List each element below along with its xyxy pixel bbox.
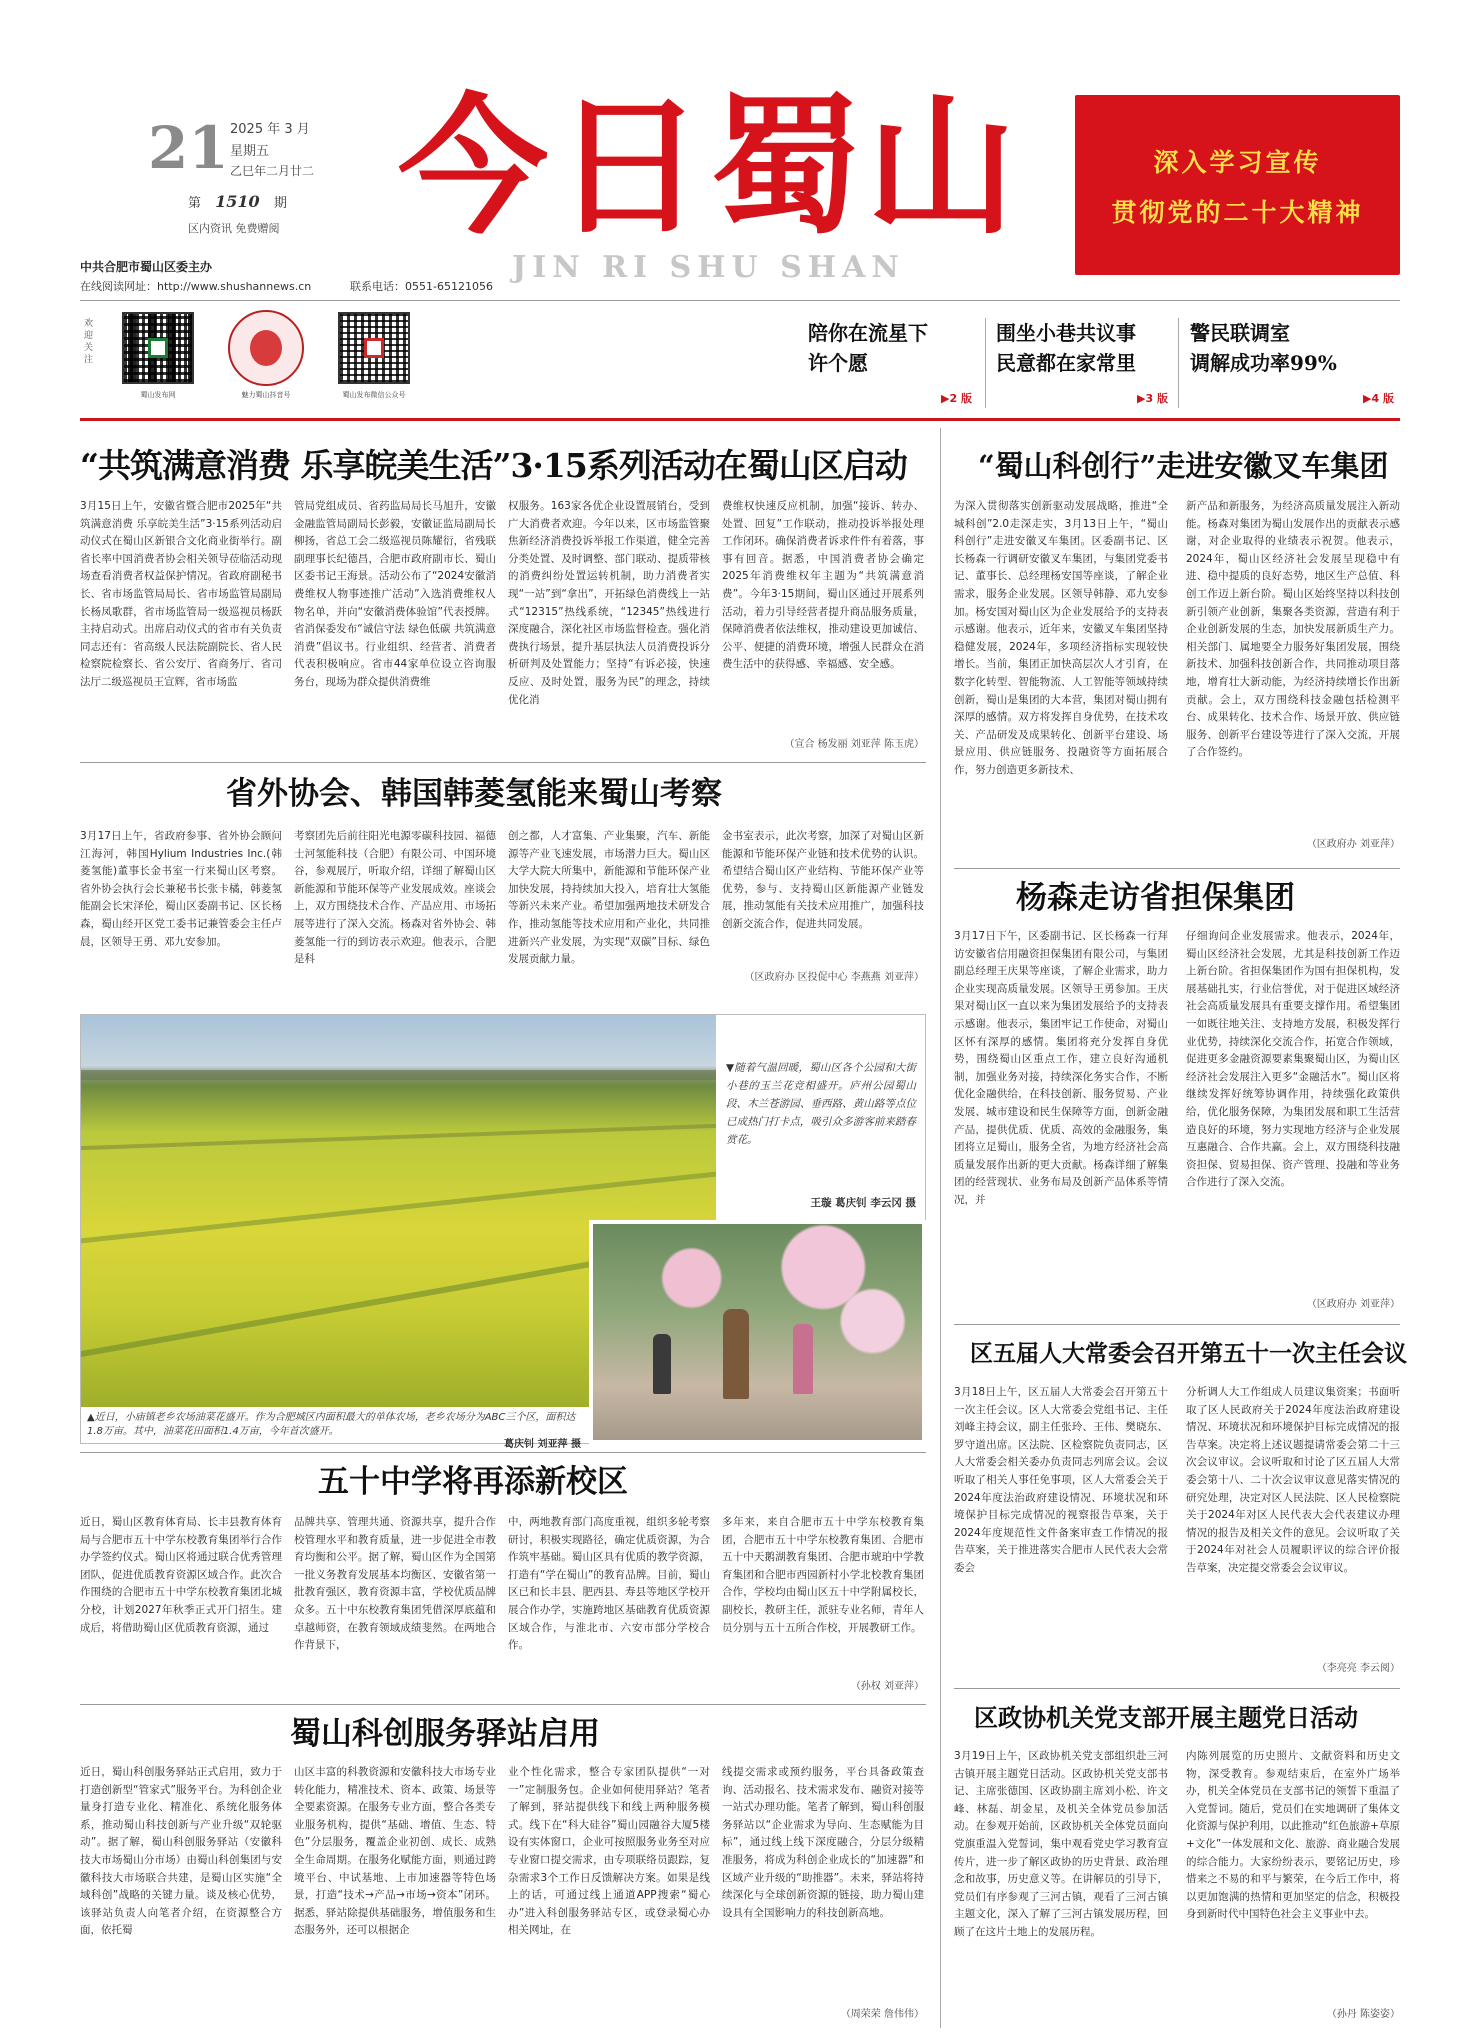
photo-credit-right: 王璇 葛庆钊 李云冈 摄: [810, 1197, 916, 1209]
article-2-col-2: 新产品和新服务，为经济高质量发展注入新动能。杨森对集团为蜀山发展作出的贡献表示感谢，对企业取得的业绩表示祝贺。他表示，2024年，蜀山区经济社会发展呈现稳中有进、稳中提质的良好态势，地区生产总值、科创工作迈上新台阶。蜀山区始终坚持以科技创新引领产业创新，集聚各类资源，营造有利于企业创新发展的生态，加快发展新质生产力。相关部门、属地要全力服务好集团发展，围绕新技术、加强科技创新合作，共同推动项目落地，增育壮大新动能，为经济持续增长作出新贡献。会上，双方围绕科技金融包括检测平台、成果转化、技术合作、场景开放、供应链服务、创新平台建设等进行了深入交流，开展了合作签约。: [1186, 500, 1400, 759]
article-8-body: [954, 1748, 1400, 2026]
photo-caption-bottom: ▲近日，小庙镇老乡农场油菜花盛开。作为合肥城区内面积最大的单体农场，老乡农场分为ABC三个区，面积达1.8万亩。其中，油菜花田面积1.4万亩，今年首次盛开。: [87, 1412, 576, 1437]
teaser-3[interactable]: [1190, 318, 1400, 410]
masthead-divider: [80, 300, 1400, 301]
teaser-1-page: ▶2 版: [941, 392, 972, 405]
article-3-col-1: 3月17日上午，省政府参事、省外协会顾问江海河，韩国Hylium Industries Inc.(韩菱氢能)董事长金书室一行来蜀山区考察。省外协会执行会长兼秘书长张卡橘，韩菱氢能副会长宋泽伦，蜀山区委副书记、区长杨森，蜀山经开区党工委书记兼管委会主任卢晨，区领导王勇、邓九安参加。: [80, 830, 282, 948]
teaser-3-line-1: 警民联调室: [1190, 321, 1290, 345]
teaser-2-page: ▶3 版: [1137, 392, 1168, 405]
article-2-credit: （区政府办 刘亚萍）: [1306, 839, 1400, 850]
article-3-col-3: 创之都，人才富集、产业集聚，汽车、新能源等产业飞速发展，市场潜力巨大。蜀山区大学大院大所集中，新能源和节能环保产业加快发展，持持续加大投入，培育壮大氢能等新兴未来产业。希望加强两地技术研发合作，推动氢能等技术应用和产业化，共同推进新兴产业发展，为实现“双碳”目标、绿色发展贡献力量。: [508, 830, 710, 966]
website-line: 在线阅读网址：http://www.shushannews.cn: [80, 280, 312, 293]
article-1-credit: （宣合 杨发丽 刘亚萍 陈玉虎）: [784, 739, 924, 750]
rule-a4: [954, 1324, 1400, 1325]
phone-line: 联系电话：0551-65121056: [350, 280, 493, 293]
article-3-headline[interactable]: 省外协会、韩国韩菱氢能来蜀山考察: [226, 776, 722, 812]
article-5-credit: （李亮亮 李云阅）: [1316, 1663, 1400, 1674]
tree-line: [81, 1070, 716, 1080]
article-6-headline[interactable]: 五十中学将再添新校区: [318, 1464, 628, 1500]
masthead-pinyin: JIN RI SHU SHAN: [512, 250, 905, 285]
qr-code-icon: [148, 338, 168, 358]
sponsor-line: 中共合肥市蜀山区委主办: [80, 260, 213, 274]
article-7-body: [80, 1764, 926, 2026]
article-4-col-2: 仔细询问企业发展需求。他表示，2024年，蜀山区经济社会发展，尤其是科技创新工作迈上新台阶。省担保集团作为国有担保机构，发展基础扎实，行业信誉优，对于促进区域经济社会高质量发展具有重要支撑作用。希望集团一如既往地关注、支持地方发展，积极发挥行业优势，持续深化交流合作，拓宽合作领域，促进更多金融资源要素集聚蜀山区，为蜀山区经济社会发展注入更多“金融活水”。蜀山区将继续发挥好统筹协调作用，持续强化政策供给，优化服务保障，为集团发展和职工生活营造良好的环境，努力实现地方经济与企业发展互惠融合、合作共赢。会上，双方围绕科技融资担保、贸易担保、资产管理、投融和等业务合作进行了深入交流。: [1186, 930, 1400, 1189]
article-8-credit: （孙丹 陈姿姿）: [1326, 2009, 1400, 2020]
article-6-col-2: 品牌共享、管理共通、资源共享，提升合作校管理水平和教育质量，进一步促进全市教育均衡和公平。据了解，蜀山区作为全国第一批义务教育发展基本均衡区、安徽省第一批教育强区，教育资源丰富，学校优质品牌众多。五十中东校教育集团凭借深厚底蕴和卓越师资，在教育领域成绩斐然。在两地合作背景下，: [294, 1516, 496, 1652]
teaser-1-line-1: 陪你在流星下: [808, 321, 928, 345]
qr-code-icon: [364, 338, 384, 358]
teaser-divider-1: [985, 318, 986, 408]
person-figure: [653, 1334, 671, 1394]
article-6-col-1: 近日，蜀山区教育体育局、长丰县教育体育局与合肥市五十中学东校教育集团举行合作办学签约仪式。蜀山区将通过联合优秀管理团队，促进优质教育资源区域合作。此次合作围绕的合肥市五十中学东校教育集团北城分校，计划2027年秋季正式开门招生。建成后，将借助蜀山区优质教育资源，通过: [80, 1516, 282, 1634]
article-5-headline[interactable]: 区五届人大常委会召开第五十一次主任会议: [970, 1340, 1407, 1367]
teaser-2-line-2: 民意都在家常里: [996, 351, 1136, 375]
article-6-col-4: 多年来，来自合肥市五十中学东校教育集团，合肥市五十中学东校教育集团、合肥市五十中天鹅湖教育集团、合肥市琥珀中学教育集团和合肥市西园新村小学北校教育集团合作，学校均由蜀山区五十中学附属校长，副校长，教研主任，派驻专业名师，青年人员分别与五十五所合作校，开展教研工作。: [722, 1516, 924, 1634]
article-1-body: [80, 498, 926, 754]
rule-a7: [80, 1704, 926, 1705]
person-figure: [793, 1324, 813, 1394]
issue-line: [188, 192, 287, 211]
article-3-col-4: 金书室表示，此次考察，加深了对蜀山区新能源和节能环保产业链和技术优势的认识。希望结合蜀山区产业结构、节能环保产业等优势，参与、支持蜀山区新能源产业链发展，推动氢能有关技术应用推广，加强科技创新交流合作，促进共同发展。: [722, 830, 924, 930]
rule-a2: [954, 868, 1400, 869]
date-lunar: 乙巳年二月廿二: [230, 164, 315, 178]
article-7-col-2: 山区丰富的科教资源和安徽科技大市场专业转化能力，精准技术、资本、政策、场景等全要素资源。在服务专业方面，整合各类专业服务机构，提供“基础、增值、生态、特色”分层服务，覆盖企业初创、成长、成熟全生命周期。在服务化赋能方面，则通过跨境平台、中试基地、上市加速器等特色场景，打造“技术→产品→市场→资本”闭环。据悉，驿站除提供基础服务，增值服务和生态服务外，还可以根据企: [294, 1766, 496, 1937]
masthead: [0, 0, 1475, 440]
date-year-month: 2025 年 3 月: [230, 122, 310, 137]
article-8-col-2: 内陈列展览的历史照片、文献资料和历史文物，深受教育。参观结束后，在室外广场举办，机关全体党员在支部书记的领誓下重温了入党誓词。随后，党员们在实地调研了集体文化资源与保护利用，以此推动“红色旅游+草原+文化”一体发展和文化、旅游、商业融合发展的综合能力。大家纷纷表示，要铭记历史，珍惜来之不易的和平与繁荣，在今后工作中，将以更加饱满的热情和更加坚定的信念，积极投身到新时代中国特色社会主义事业中去。: [1186, 1750, 1400, 1921]
article-3-credit: （区政府办 区投促中心 李燕燕 刘亚萍）: [744, 972, 924, 983]
photo-credit-bottom: 葛庆钊 刘亚萍 摄: [504, 1439, 581, 1450]
article-1-col-3: 权服务。163家各优企业设置展销台，受到广大消费者欢迎。今年以来，区市场监管聚焦新经济消费投诉举报工作渠道，健全完善分类处置、及时调整、部门联动、提质带核的消费纠纷处置运转机制，助力消费者实现“一站”到“拿出”，开拓绿色消费线上一站式“12315”热线系统，“12345”热线进行深度融合，深化社区市场监督检查。强化消费执行场景，提升基层执法人员消费投诉分析研判及处置能力；坚持“有诉必接，快速反应、及时处置，服务为民”的理念，持续优化消: [508, 500, 710, 706]
article-5-col-2: 分析调人大工作组成人员建议集资案；书面听取了区人民政府关于2024年度法治政府建设情况、环境状况和环境保护目标完成情况的报告草案。决定将上述议题提请常委会第二十三次会议审议。会议听取和讨论了区五届人大常委会第十八、二十次会议审议意见落实情况的研究处理，决定对区人民法院、区人民检察院关于2024年对区人民代表大会代表建议办理情况的报告及相关文件的意见。会议听取了关于2024年对社会人员履职评议的综合评价报告草案，决定提交常委会会议审议。: [1186, 1386, 1400, 1574]
article-6-credit: （孙权 刘亚萍）: [850, 1681, 924, 1692]
article-1-col-1: 3月15日上午，安徽省暨合肥市2025年“共筑满意消费 乐享皖美生活”3·15系列活动启动仪式在蜀山区新银合文化商业街举行。副省长率中国消费者协会相关领导莅临活动现场查看消费者权益保护情况。省政府副秘书长、省市场监管局局长、省市场监管局副局长杨凤歌群，省市场监管局一级巡视员杨跃主持启动式。出席启动仪式的省市有关负责同志还有：省高级人民法院副院长、省人民检察院检察长、省公安厅、省商务厅、省司法厅二级巡视员王宣辉，省市场监: [80, 500, 282, 688]
article-1-col-4: 费维权快速反应机制，加强“接诉、转办、处置、回复”工作联动，推动投诉举报处理工作闭环。确保消费者诉求件件有着落，事事有回音。据悉，中国消费者协会确定2025年消费维权年主题为“共筑满意消费”。今年3·15期间，蜀山区通过开展系列活动，着力引导经营者提升商品服务质量，保障消费者依法维权，推动建设更加诚信、公平、便捷的消费环境，增强人民群众在消费生活中的获得感、幸福感、安全感。: [722, 500, 924, 671]
article-8-headline[interactable]: 区政协机关党支部开展主题党日活动: [974, 1703, 1358, 1732]
qr-caption-wechat: 蜀山发布微信公众号: [342, 391, 406, 399]
article-7-col-4: 线提交需求或预约服务，平台具备政策查询、活动报名、技术需求发布、融资对接等一站式办理功能。笔者了解到，蜀山科创服务驿站以“企业需求为导向、生态赋能为目标”，通过线上线下深度融合，分层分级精准服务，将成为科创企业成长的“加速器”和区域产业升级的“助推器”。未来，驿站将持续深化与全球创新资源的链接，助力蜀山建设具有全国影响力的科技创新高地。: [722, 1766, 924, 1919]
person-figure: [723, 1309, 749, 1399]
article-5-body: [954, 1384, 1400, 1682]
article-4-headline[interactable]: 杨森走访省担保集团: [1016, 880, 1295, 916]
issue-suffix: 期: [273, 196, 287, 211]
photo-feature: [80, 1014, 926, 1450]
douyin-logo-icon[interactable]: [228, 310, 304, 386]
teaser-divider-2: [1178, 318, 1179, 408]
masthead-title: 今日蜀山: [398, 79, 1023, 255]
date-weekday: 星期五: [230, 144, 270, 159]
magnolia-park-photo[interactable]: [589, 1220, 926, 1444]
article-3-col-2: 考察团先后前往阳光电源零碳科技园、福德士河氢能科技（合肥）有限公司、中国环境谷，参观展厅，听取介绍，详细了解蜀山区新能源和节能环保等产业发展成效。座谈会上，双方围绕技术合作、产品应用、市场拓展等进行了深入交流。杨森对省外协会、韩菱氢能一行的到访表示欢迎。他表示，合肥是科: [294, 830, 496, 966]
slogan-line-1: 深入学习宣传: [1153, 148, 1322, 177]
teaser-2[interactable]: [996, 318, 1174, 410]
article-7-col-1: 近日，蜀山科创服务驿站正式启用，致力于打造创新型“管家式”服务平台。为科创企业量身打造专业化、精准化、系统化服务体系，推动蜀山科技创新与产业升级“双轮驱动”。据了解，蜀山科创服务驿站（安徽科技大市场蜀山分市场）由蜀山科创集团与安徽科技大市场联合共建，是蜀山区实施“全域科创”战略的关键力量。谈及核心优势，该驿站负责人向笔者介绍，在资源整合方面，依托蜀: [80, 1766, 282, 1937]
qr-caption-website: 蜀山发布网: [140, 391, 176, 399]
qr-code-wechat[interactable]: [338, 312, 410, 384]
article-2-headline[interactable]: “蜀山科创行”走进安徽叉车集团: [978, 449, 1389, 483]
article-3-body: [80, 828, 926, 1006]
teaser-2-line-1: 围坐小巷共议事: [996, 321, 1136, 345]
teaser-3-page: ▶4 版: [1363, 392, 1394, 405]
distribution-note: 区内资讯 免费赠阅: [188, 222, 280, 235]
teaser-1-line-2: 许个愿: [808, 351, 868, 375]
seal-icon: [250, 330, 282, 366]
qr-code-website[interactable]: [122, 312, 194, 384]
article-1-col-2: 管局党组成员、省药监局局长马旭升，安徽金融监管局副局长彭毅，安徽证监局副局长柳扬，省总工会二级巡视员陈耀衍，省残联副理事长纪德昌，合肥市政府副市长、蜀山区委书记王海景。活动公布了“2024安徽消费维权人物事迹推广活动”入选消费维权人物名单，并向“安徽消费体验馆”代表授牌。省消保委发布“诚信守法 绿色低碳 共筑满意消费”倡议书。行业组织、经营者、消费者代表积极响应。省市44家单位设立咨询服务台，现场为群众提供消费维: [294, 500, 496, 688]
issue-number: 1510: [215, 192, 260, 211]
issue-prefix: 第: [188, 196, 202, 211]
slogan-box: [1075, 95, 1400, 275]
follow-label: 欢迎关注: [84, 319, 94, 365]
article-7-headline[interactable]: 蜀山科创服务驿站启用: [290, 1716, 600, 1752]
article-1-headline[interactable]: “共筑满意消费 乐享皖美生活”3·15系列活动在蜀山区启动: [80, 446, 907, 485]
article-6-body: [80, 1514, 926, 1700]
article-4-col-1: 3月17日下午，区委副书记、区长杨森一行拜访安徽省信用融资担保集团有限公司，与集团副总经理王庆果等座谈，了解企业需求，助力企业实现高质量发展。区领导王勇参加。王庆果对蜀山区一直以来为集团发展给予的支持表示感谢。他表示，集团牢记工作使命，对蜀山区怀有深厚的感情。集团将充分发挥自身优势，围绕蜀山区重点工作，建立良好沟通机制，加强业务对接，持续深化务实合作，不断优化金融供给，在科技创新、服务贸易、产业发展、城市建设和民生保障等方面，创新金融产品，提供优质、优质、高效的金融服务，集团将立足蜀山，服务全省，为地方经济社会高质量发展作出新的更大贡献。杨森详细了解集团的经营现状、业务布局及创新产品体系等情况，并: [954, 930, 1168, 1206]
article-4-credit: （区政府办 刘亚萍）: [1306, 1299, 1400, 1310]
right-column-divider: [940, 428, 941, 2028]
article-8-col-1: 3月19日上午，区政协机关党支部组织赴三河古镇开展主题党日活动。区政协机关党支部书记、主席张德国、区政协副主席刘小松、许文峰、林磊、胡金星，及机关全体党员参加活动。在参观开始前，区政协机关全体党员面向党旗重温入党誓词，集中观看党史学习教育宣传片，进一步了解区政协的历史背景、政治理念和故事，历史意义等。在讲解员的引导下，党员们有序参观了三河古镇，观看了三河古镇主题文化，深入了解了三河古镇发展历程，回顾了在这片土地上的发展历程。: [954, 1750, 1168, 1938]
teaser-1[interactable]: [808, 318, 978, 410]
article-2-col-1: 为深入贯彻落实创新驱动发展战略，推进“全城科创”2.0走深走实，3月13日上午，“蜀山科创行”走进安徽叉车集团。区委副书记、区长杨森一行调研安徽叉车集团，与集团党委书记、董事长、总经理杨安国等座谈，了解企业需求，服务企业发展。区领导韩静、邓九安参加。杨安国对蜀山区为企业发展给予的支持表示感谢。他表示，近年来，安徽叉车集团坚持稳健发展，2024年，多项经济指标实现较快增长。当前，集团正加快高层次人才引育，在数字化转型、智能物流、人工智能等领域持续创新，蜀山是集团的大本营，集团对蜀山拥有深厚的感情。双方将发挥自身优势，在技术攻关、产品研发及成果转化、创新平台建设、场景应用、供应链服务、投融资等方面拓展合作，努力创造更多新技术、: [954, 500, 1168, 776]
field-strip: [81, 1124, 716, 1150]
photo-caption-right: ▼随着气温回暖，蜀山区各个公园和大街小巷的玉兰花竞相盛开。庐州公园蜀山段、木兰苍游园、垂西路、黄山路等点位已成热门打卡点，吸引众多游客前来踏春赏花。: [726, 1062, 916, 1146]
article-7-col-3: 业个性化需求，整合专家团队提供“一对一”定制服务包。企业如何使用驿站？笔者了解到，驿站提供线下和线上两种服务模式。线下在“科大硅谷”蜀山园融谷大厦5楼设有实体窗口，企业可按照服务业务至对应专业窗口提交需求，由专项联络员跟踪，复杂需求3个工作日反馈解决方案。如果是线上的话，可通过线上通道APP搜索“蜀心办”进入科创服务驿站专区，或登录蜀心办相关网址，在: [508, 1766, 710, 1937]
teaser-3-line-2: 调解成功率99%: [1190, 351, 1337, 375]
article-2-body: [954, 498, 1400, 860]
article-6-col-3: 中，两地教育部门高度重视，组织多轮考察研讨，积极实现路径，确定优质资源，为合作筑牢基础。蜀山区具有优质的教学资源，打造有“学在蜀山”的教育品牌。目前，蜀山区已和长丰县、肥西县、寿县等地区学校开展合作办学，实施跨地区基础教育优质资源区域合作，与淮北市、六安市部分学校合作。: [508, 1516, 710, 1652]
slogan-line-2: 贯彻党的二十大精神: [1111, 198, 1364, 227]
rule-a6: [80, 1452, 926, 1453]
date-day: 21: [148, 114, 229, 182]
rule-a5: [954, 1688, 1400, 1689]
article-7-credit: （周荣荣 詹伟伟）: [840, 2009, 924, 2020]
article-4-body: [954, 928, 1400, 1318]
rule-a1: [80, 762, 926, 763]
qr-caption-douyin: 魅力蜀山抖音号: [241, 391, 291, 399]
article-5-col-1: 3月18日上午，区五届人大常委会召开第五十一次主任会议。区人大常委会党组书记、主任刘峰主持会议，副主任张玲、王伟、樊晓东、罗守道出席。区法院、区检察院负责同志，区人大常委会相关委办负责同志列席会议。会议听取了相关人事任免事项，区人大常委会关于2024年度法治政府建设情况、环境状况和环境保护目标完成情况的视察报告草案，关于2024年度规范性文件备案审查工作情况的报告草案，关于推进落实合肥市人民代表大会常委会: [954, 1386, 1168, 1574]
masthead-red-rule: [80, 418, 1400, 421]
